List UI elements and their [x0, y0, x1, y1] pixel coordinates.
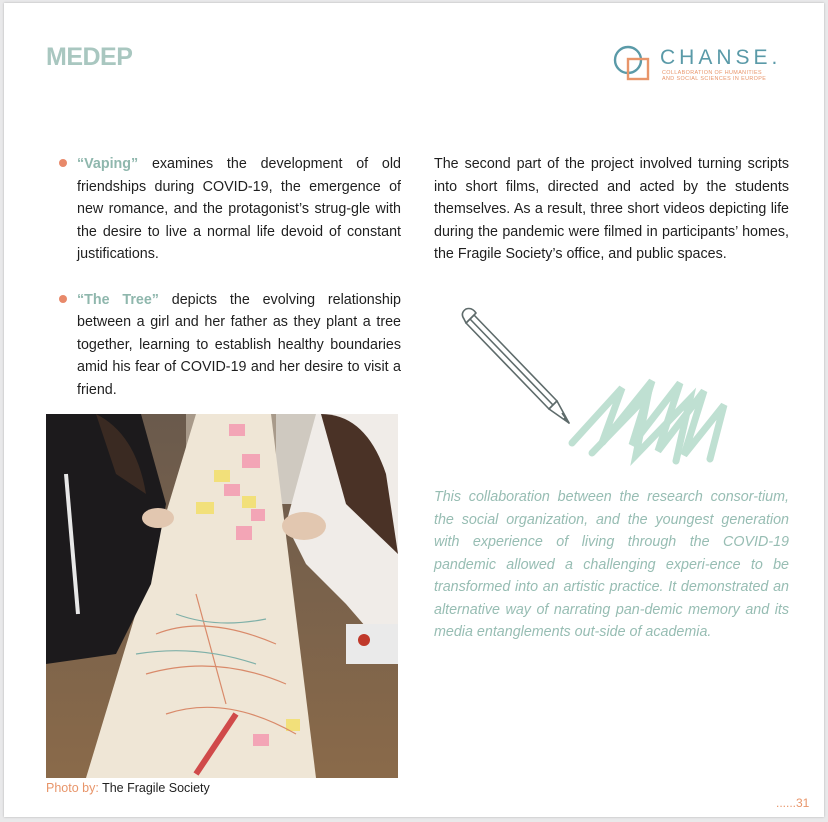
logo-tagline-line: AND SOCIAL SCIENCES IN EUROPE	[662, 76, 767, 82]
highlight-quote: This collaboration between the research consor-tium, the social organization, and the youngest generation with experience of living through the COVID-19 pandemic allowed a challenging experi-ence to be transformed into an artistic practice. It demonstrated an alternative way of narrating pan-demic memory and its media entanglements out-side of academia.	[434, 489, 789, 640]
workshop-photo-image	[46, 414, 398, 778]
bullet-text	[77, 153, 401, 266]
bullet-lead: “The Tree”	[77, 291, 159, 308]
right-paragraph: The second part of the project involved turning scripts into short films, directed and acted by the students themselves. As a result, three short videos depicting life during the pandemic were filmed in participants’ homes, the Fragile Society’s office, and public spaces.	[434, 156, 789, 262]
chanse-logo-icon	[612, 43, 656, 85]
workshop-photo	[46, 414, 398, 778]
bullet-body: examines the development of old friendships during COVID-19, the emergence of new romance, and the protagonist’s strug-gle with the desire to live a normal life devoid of constant justifications.	[77, 156, 401, 262]
chanse-logo	[612, 43, 802, 88]
bullet-item	[56, 289, 401, 402]
logo-name: CHANSE.	[660, 46, 782, 69]
section-title: MEDEP	[46, 43, 133, 71]
logo-tagline	[662, 70, 812, 82]
bullet-item	[56, 153, 401, 266]
bullet-text	[77, 289, 401, 402]
page-number: ......31	[776, 796, 810, 810]
credit-source: The Fragile Society	[102, 781, 210, 795]
left-column	[56, 153, 401, 424]
photo-credit	[46, 781, 210, 795]
bullet-lead: “Vaping”	[77, 156, 139, 172]
bullet-body: depicts the evolving relationship between a girl and her father as they plant a tree together, learning to establish healthy boundaries amid his fear of COVID-19 and her desire to visit a friend.	[77, 291, 401, 398]
page	[4, 3, 824, 817]
right-column	[434, 153, 789, 266]
bullet-dot-icon	[59, 159, 67, 167]
bullet-dot-icon	[59, 295, 67, 303]
logo-tagline-line: COLLABORATION OF HUMANITIES	[662, 70, 762, 76]
pencil-scribble-icon	[452, 303, 742, 473]
credit-label: Photo by:	[46, 781, 99, 795]
